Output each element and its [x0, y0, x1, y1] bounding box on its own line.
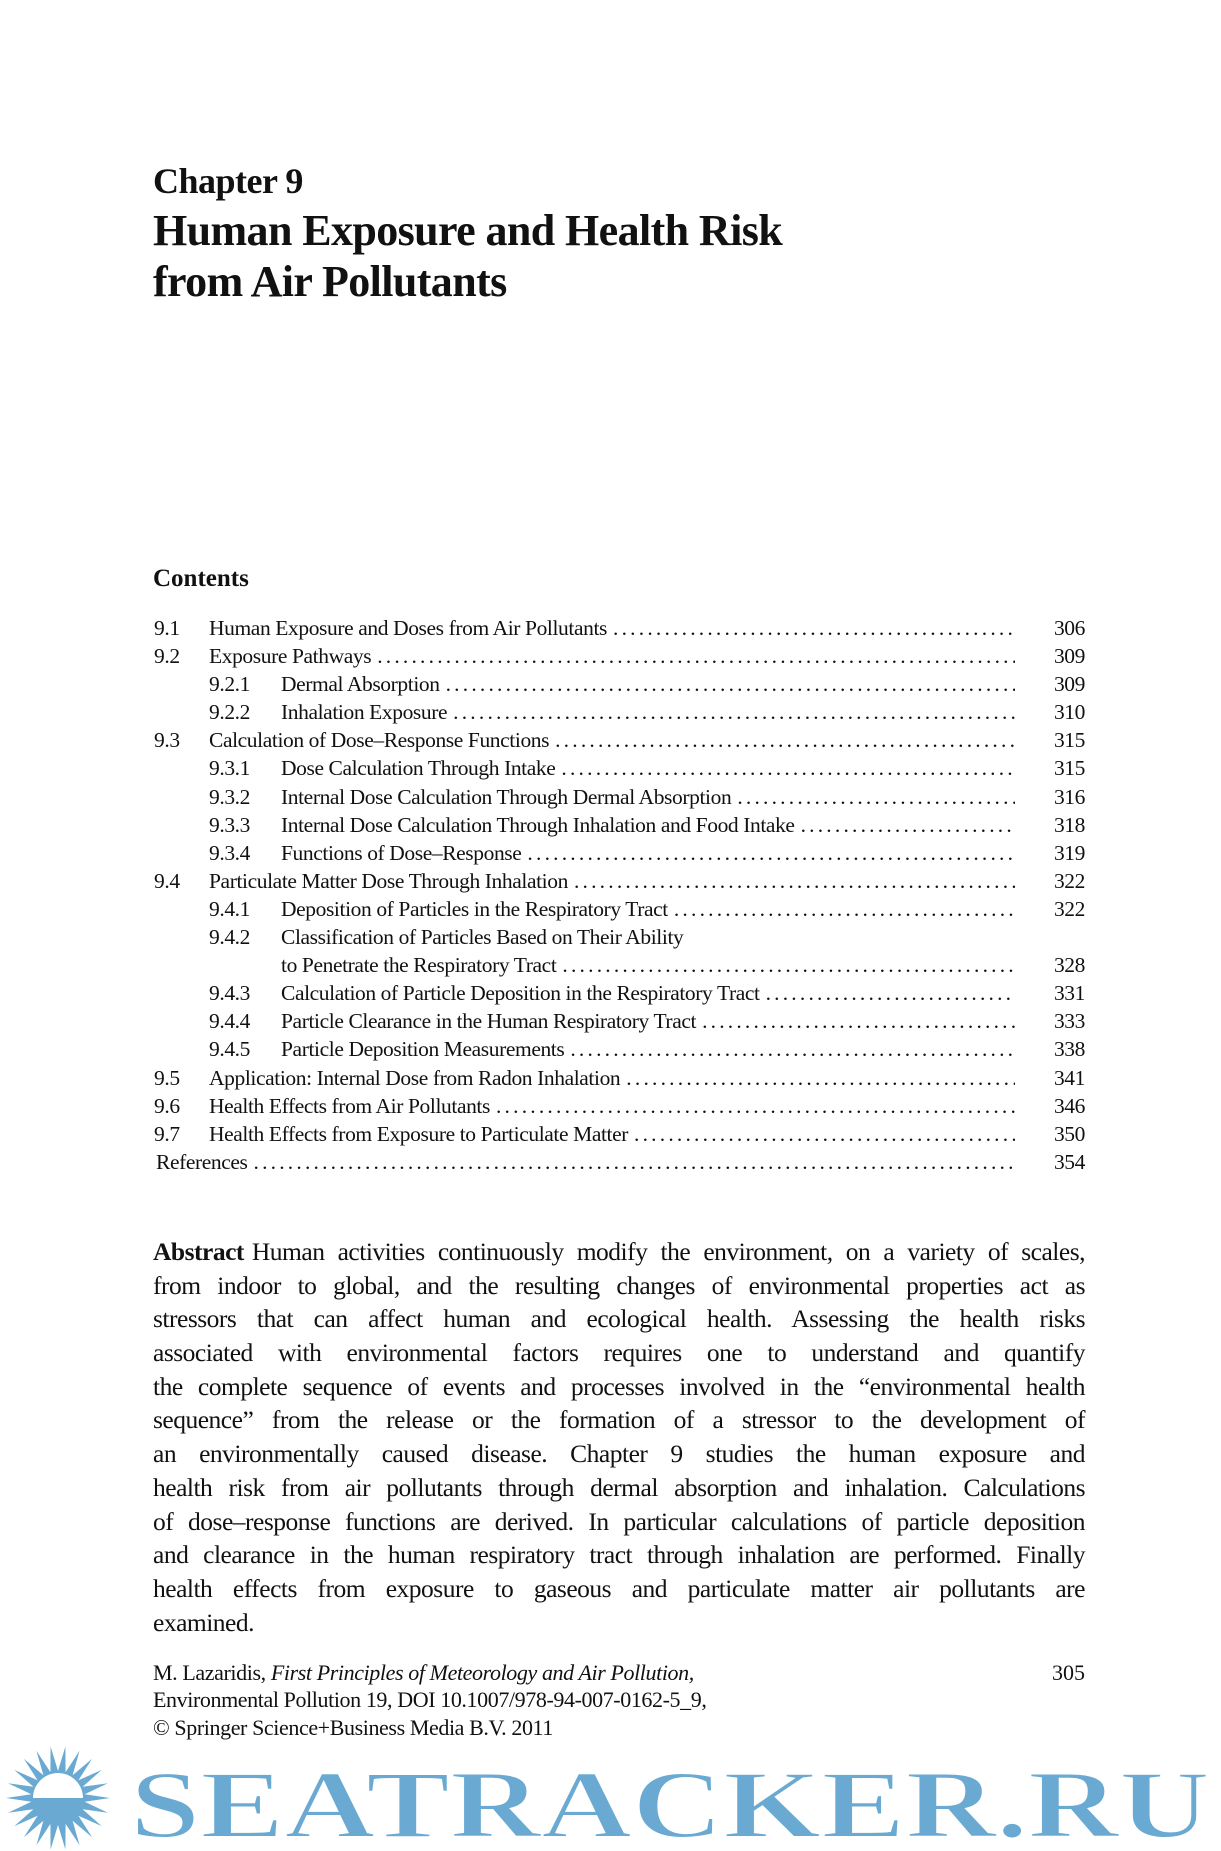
toc-entry[interactable]	[153, 783, 1085, 811]
toc-page: 354	[1053, 1149, 1085, 1174]
toc-entry[interactable]	[153, 923, 1085, 951]
toc-entry[interactable]	[153, 698, 1085, 726]
toc-title: Particle Clearance in the Human Respiratory Tract	[281, 1009, 697, 1034]
toc-entry[interactable]	[153, 1148, 1085, 1176]
abstract-line	[153, 1471, 1085, 1505]
toc-page: 318	[1053, 812, 1085, 837]
page-number: 305	[1052, 1660, 1085, 1685]
toc-number: 9.3.3	[209, 812, 251, 837]
toc-entry[interactable]	[153, 951, 1085, 979]
toc-page: 310	[1053, 700, 1085, 725]
footer-author: M. Lazaridis,	[153, 1660, 266, 1685]
toc-page: 331	[1053, 981, 1085, 1006]
abstract-line	[153, 1235, 1085, 1269]
toc-page: 315	[1053, 728, 1085, 753]
toc-leader-dots	[674, 895, 1015, 923]
toc-title: Dose Calculation Through Intake	[281, 756, 556, 781]
abstract-line	[153, 1572, 1085, 1606]
toc-title: Particulate Matter Dose Through Inhalation	[209, 868, 568, 893]
watermark-logo	[0, 1745, 1221, 1851]
toc-page: 309	[1053, 672, 1085, 697]
toc-page: 322	[1053, 868, 1085, 893]
toc-leader-dots	[634, 1120, 1015, 1148]
toc-entry[interactable]	[153, 642, 1085, 670]
toc-page: 333	[1053, 1009, 1085, 1034]
abstract-text: health risk from air pollutants through dermal absorption and inhalation. Calculations	[153, 1472, 1085, 1502]
footer-book-title: First Principles of Meteorology and Air Pollution,	[270, 1660, 694, 1685]
toc-leader-dots	[570, 1035, 1015, 1063]
abstract-line	[153, 1403, 1085, 1437]
toc-number: 9.6	[154, 1093, 180, 1118]
abstract-text: examined.	[153, 1607, 254, 1637]
abstract-text: stressors that can affect human and ecological health. Assessing the health risks	[153, 1304, 1085, 1334]
chapter-title-line-2: from Air Pollutants	[153, 257, 507, 306]
toc-entry[interactable]	[153, 867, 1085, 895]
table-of-contents	[153, 614, 1085, 1176]
abstract-text: health effects from exposure to gaseous and particulate matter air pollutants are	[153, 1573, 1085, 1603]
toc-entry[interactable]	[153, 1035, 1085, 1063]
toc-title: Deposition of Particles in the Respiratory Tract	[281, 896, 668, 921]
abstract-label: Abstract	[153, 1237, 244, 1266]
toc-number: 9.4.2	[209, 925, 251, 950]
toc-entry[interactable]	[153, 1007, 1085, 1035]
toc-number: 9.4.3	[209, 981, 251, 1006]
footer-copyright: © Springer Science+Business Media B.V. 2011	[153, 1715, 553, 1740]
toc-leader-dots	[453, 698, 1015, 726]
toc-leader-dots	[613, 614, 1015, 642]
sunburst-icon	[6, 1747, 110, 1850]
toc-page: 319	[1053, 840, 1085, 865]
toc-leader-dots	[574, 867, 1015, 895]
toc-leader-dots	[626, 1064, 1015, 1092]
abstract-line	[153, 1269, 1085, 1303]
toc-number: 9.3.2	[209, 784, 251, 809]
contents-heading: Contents	[153, 565, 249, 592]
abstract-text: associated with environmental factors requires one to understand and quantify	[153, 1338, 1085, 1368]
toc-title: Calculation of Dose–Response Functions	[209, 728, 550, 753]
toc-entry[interactable]	[153, 726, 1085, 754]
toc-number: 9.5	[154, 1065, 180, 1090]
toc-number: 9.3.4	[209, 840, 251, 865]
toc-number: 9.2	[154, 644, 180, 669]
toc-number: 9.2.1	[209, 672, 251, 697]
toc-leader-dots	[527, 839, 1015, 867]
toc-title: References	[156, 1149, 248, 1174]
abstract-text: from indoor to global, and the resulting changes of environmental properties act as	[153, 1270, 1085, 1300]
chapter-title-line-1: Human Exposure and Health Risk	[153, 206, 783, 255]
watermark-text: SEATRACKER.RU	[130, 1751, 1210, 1851]
toc-number: 9.2.2	[209, 700, 251, 725]
toc-number: 9.4.1	[209, 896, 251, 921]
toc-entry[interactable]	[153, 670, 1085, 698]
toc-leader-dots	[801, 811, 1015, 839]
toc-number: 9.4.4	[209, 1009, 251, 1034]
toc-title: Particle Deposition Measurements	[281, 1037, 565, 1062]
abstract-text: and clearance in the human respiratory tract through inhalation are performed. Finally	[153, 1540, 1085, 1570]
toc-number: 9.7	[154, 1121, 180, 1146]
abstract-line	[153, 1606, 1085, 1640]
toc-leader-dots	[766, 979, 1015, 1007]
toc-leader-dots	[254, 1148, 1016, 1176]
abstract-line	[153, 1302, 1085, 1336]
toc-leader-dots	[737, 783, 1015, 811]
abstract-line	[153, 1437, 1085, 1471]
toc-leader-dots	[561, 754, 1015, 782]
toc-title: Calculation of Particle Deposition in the Respiratory Tract	[281, 981, 760, 1006]
abstract-line	[153, 1538, 1085, 1572]
toc-number: 9.4	[154, 868, 180, 893]
toc-title: Inhalation Exposure	[281, 700, 448, 725]
toc-leader-dots	[496, 1092, 1015, 1120]
toc-title: Health Effects from Exposure to Particulate Matter	[209, 1121, 629, 1146]
toc-number: 9.1	[154, 616, 180, 640]
toc-entry[interactable]	[153, 754, 1085, 782]
toc-page: 328	[1053, 953, 1085, 978]
toc-entry[interactable]	[153, 1064, 1085, 1092]
toc-title: to Penetrate the Respiratory Tract	[281, 953, 557, 978]
toc-title: Exposure Pathways	[209, 644, 372, 669]
toc-title: Functions of Dose–Response	[281, 840, 522, 865]
abstract-line	[153, 1370, 1085, 1404]
toc-title: Health Effects from Air Pollutants	[209, 1093, 490, 1118]
toc-number: 9.3.1	[209, 756, 251, 781]
abstract-text: an environmentally caused disease. Chapter 9 studies the human exposure and	[153, 1439, 1085, 1469]
toc-page: 346	[1053, 1093, 1085, 1118]
toc-page: 341	[1053, 1065, 1085, 1090]
toc-title: Application: Internal Dose from Radon Inhalation	[209, 1065, 621, 1090]
toc-number: 9.3	[154, 728, 180, 753]
toc-page: 309	[1053, 644, 1085, 669]
toc-entry[interactable]	[153, 1092, 1085, 1120]
toc-entry[interactable]	[153, 1120, 1085, 1148]
abstract-text: of dose–response functions are derived. In particular calculations of particle deposition	[153, 1506, 1085, 1536]
toc-leader-dots	[702, 1007, 1015, 1035]
toc-title: Dermal Absorption	[281, 672, 440, 697]
abstract-text: Human activities continuously modify the environment, on a variety of scales,	[251, 1237, 1085, 1266]
toc-page: 306	[1053, 616, 1085, 640]
toc-leader-dots	[377, 642, 1015, 670]
abstract-line	[153, 1505, 1085, 1539]
toc-entry[interactable]	[153, 811, 1085, 839]
abstract	[153, 1235, 1085, 1639]
chapter-label: Chapter 9	[153, 161, 303, 201]
toc-title: Classification of Particles Based on Their Ability	[281, 925, 684, 950]
toc-entry[interactable]	[153, 979, 1085, 1007]
toc-page: 315	[1053, 756, 1085, 781]
abstract-text: the complete sequence of events and processes involved in the “environmental health	[153, 1371, 1085, 1401]
toc-leader-dots	[562, 951, 1015, 979]
toc-leader-dots	[555, 726, 1015, 754]
footer-citation-line-2: Environmental Pollution 19, DOI 10.1007/978-94-007-0162-5_9,	[153, 1687, 707, 1712]
toc-title: Human Exposure and Doses from Air Pollutants	[209, 616, 608, 640]
toc-entry[interactable]	[153, 895, 1085, 923]
toc-page: 338	[1053, 1037, 1085, 1062]
toc-entry[interactable]	[153, 839, 1085, 867]
toc-title: Internal Dose Calculation Through Dermal Absorption	[281, 784, 732, 809]
toc-title: Internal Dose Calculation Through Inhalation and Food Intake	[281, 812, 795, 837]
toc-leader-dots	[446, 670, 1015, 698]
abstract-text: sequence” from the release or the formation of a stressor to the development of	[153, 1405, 1085, 1435]
toc-page: 316	[1053, 784, 1085, 809]
footer-citation-line-1	[153, 1660, 694, 1686]
toc-page: 350	[1053, 1121, 1085, 1146]
toc-page: 322	[1053, 896, 1085, 921]
toc-entry[interactable]	[153, 614, 1085, 642]
toc-number: 9.4.5	[209, 1037, 251, 1062]
abstract-line	[153, 1336, 1085, 1370]
